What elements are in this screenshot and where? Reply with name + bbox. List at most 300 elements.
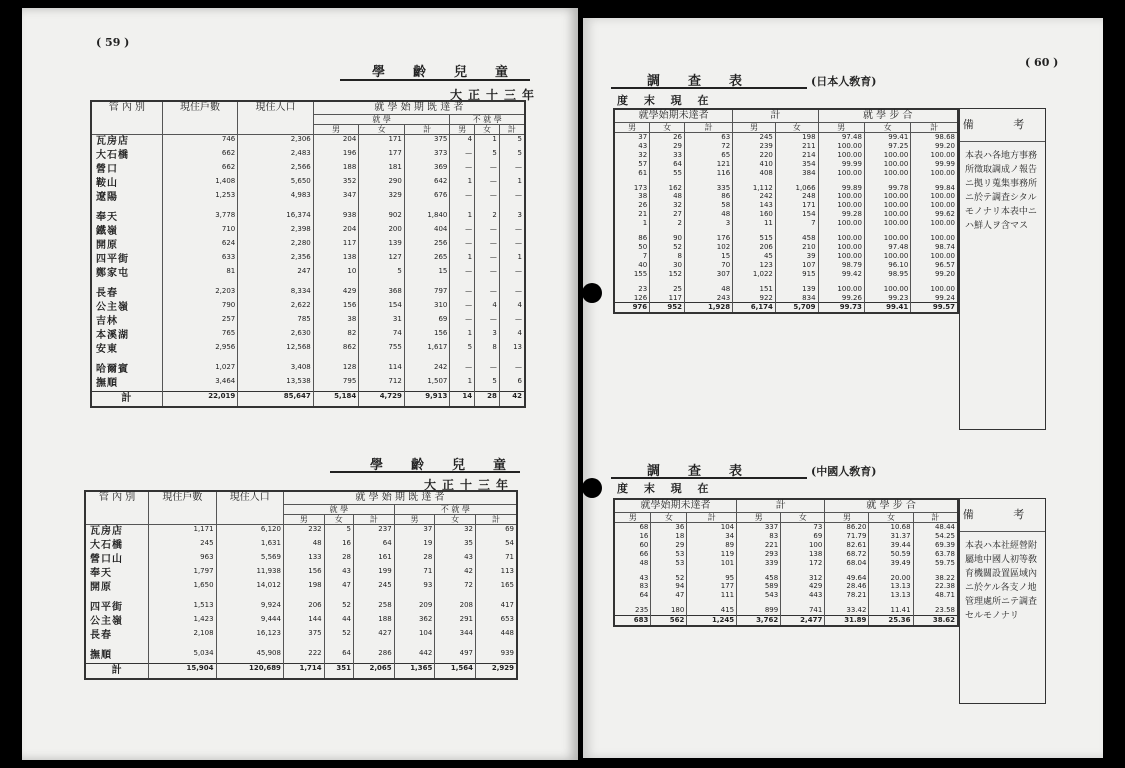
header-district: 管 內 別	[85, 491, 149, 525]
cell-um: 86	[614, 228, 650, 243]
cell-am: 144	[283, 615, 324, 629]
cell-uf: 27	[650, 210, 685, 219]
cell-rt: 100.00	[911, 169, 958, 178]
cell-name: 大石橋	[91, 149, 162, 163]
cell-sf: 458	[775, 228, 818, 243]
cell-um: 235	[614, 600, 651, 615]
header-total: 計	[687, 513, 737, 523]
cell-af: 712	[359, 377, 405, 392]
cell-rf: 97.25	[864, 142, 910, 151]
cell-uf: 117	[650, 294, 685, 303]
cell-am: 48	[283, 539, 324, 553]
cell-name: 奉天	[85, 567, 149, 581]
cell-nm: 442	[394, 643, 435, 664]
cell-at: 199	[354, 567, 395, 581]
cell-rf: 100.00	[864, 201, 910, 210]
table-row	[614, 219, 958, 228]
header-not-attending: 不 就 學	[450, 115, 525, 125]
cell-rt: 100.00	[911, 151, 958, 160]
cell-rm: 100.00	[818, 151, 864, 160]
total-am: 5,184	[313, 392, 359, 408]
cell-nt: 165	[476, 581, 517, 595]
cell-nm: 71	[394, 567, 435, 581]
cell-nf: —	[475, 191, 500, 205]
cell-uf: 52	[651, 568, 687, 583]
cell-sm: 339	[737, 559, 781, 568]
cell-at: 286	[354, 643, 395, 664]
cell-name: 開原	[91, 239, 162, 253]
cell-am: 188	[313, 163, 359, 177]
header-male: 男	[394, 515, 435, 525]
cell-af: 127	[359, 253, 405, 267]
table-row	[614, 541, 958, 550]
cell-am: 204	[313, 225, 359, 239]
cell-name: 鞍山	[91, 177, 162, 191]
cell-at: 156	[404, 329, 450, 343]
cell-af: 114	[359, 357, 405, 377]
cell-hh: 1,253	[162, 191, 237, 205]
total-ut: 1,245	[687, 616, 737, 626]
cell-name: 四平街	[85, 595, 149, 615]
cell-am: 222	[283, 643, 324, 664]
cell-at: 1,507	[404, 377, 450, 392]
total-rt: 38.62	[913, 616, 958, 626]
cell-hh: 2,956	[162, 343, 237, 357]
cell-nf: 497	[435, 643, 476, 664]
header-households: 現住戶數	[149, 491, 216, 525]
table-row	[614, 192, 958, 201]
header-enrollment-rate: 就 學 步 合	[825, 499, 958, 513]
tag-chinese-education: (中國人敎育)	[811, 465, 877, 478]
cell-sm: 922	[733, 294, 776, 303]
cell-um: 40	[614, 261, 650, 270]
cell-nf: —	[475, 239, 500, 253]
cell-nm: 1	[450, 329, 475, 343]
total-rf: 99.41	[864, 303, 910, 313]
cell-af: 902	[359, 205, 405, 225]
table-total-row	[91, 392, 525, 408]
table-total-row	[614, 616, 958, 626]
cell-rm: 99.99	[818, 160, 864, 169]
cell-rt: 23.58	[913, 600, 958, 615]
cell-nt: 448	[476, 629, 517, 643]
header-not-reached: 就學始期未達者	[614, 109, 733, 123]
cell-um: 50	[614, 243, 650, 252]
cell-at: 245	[354, 581, 395, 595]
cell-name: 撫順	[91, 377, 162, 392]
table-row	[614, 133, 958, 142]
cell-rf: 100.00	[864, 192, 910, 201]
cell-sf: 100	[781, 541, 825, 550]
cell-pop: 12,568	[238, 343, 313, 357]
header-enrollment-rate: 就 學 步 合	[818, 109, 958, 123]
cell-rt: 98.68	[911, 133, 958, 142]
cell-rt: 99.20	[911, 270, 958, 279]
cell-af: 44	[324, 615, 353, 629]
cell-ut: 65	[684, 151, 732, 160]
table-row	[91, 135, 525, 150]
cell-ut: 95	[687, 568, 737, 583]
cell-at: 310	[404, 301, 450, 315]
cell-rm: 68.72	[825, 550, 869, 559]
cell-rt: 59.75	[913, 559, 958, 568]
cell-sf: 172	[781, 559, 825, 568]
table-row	[91, 267, 525, 281]
cell-pop: 45,908	[216, 643, 283, 664]
table-row	[614, 160, 958, 169]
header-female: 女	[359, 125, 405, 135]
cell-ut: 72	[684, 142, 732, 151]
cell-rm: 99.28	[818, 210, 864, 219]
cell-um: 68	[614, 523, 651, 532]
header-total: 計	[499, 125, 525, 135]
cell-rt: 98.74	[911, 243, 958, 252]
cell-name: 公主嶺	[85, 615, 149, 629]
cell-name: 瓦房店	[91, 135, 162, 150]
cell-rm: 33.42	[825, 600, 869, 615]
total-rt: 99.57	[911, 303, 958, 313]
cell-sf: 214	[775, 151, 818, 160]
page-number-left: ( 59 )	[96, 36, 130, 49]
cell-nm: —	[450, 315, 475, 329]
cell-um: 26	[614, 201, 650, 210]
header-female: 女	[650, 123, 685, 133]
header-male: 男	[733, 123, 776, 133]
cell-at: 188	[354, 615, 395, 629]
cell-uf: 180	[651, 600, 687, 615]
cell-rt: 96.57	[911, 261, 958, 270]
header-male: 男	[283, 515, 324, 525]
cell-af: 755	[359, 343, 405, 357]
cell-uf: 33	[650, 151, 685, 160]
cell-pop: 2,630	[238, 329, 313, 343]
cell-at: 797	[404, 281, 450, 301]
cell-rm: 100.00	[818, 228, 864, 243]
cell-pop: 8,334	[238, 281, 313, 301]
header-sum: 計	[733, 109, 818, 123]
cell-ut: 111	[687, 591, 737, 600]
header-female: 女	[435, 515, 476, 525]
cell-nm: 93	[394, 581, 435, 595]
cell-nf: 32	[435, 525, 476, 540]
cell-rf: 31.37	[869, 532, 913, 541]
cell-ut: 86	[684, 192, 732, 201]
cell-sf: 73	[781, 523, 825, 532]
cell-hh: 1,408	[162, 177, 237, 191]
cell-name: 長春	[85, 629, 149, 643]
table-row	[91, 343, 525, 357]
cell-sf: 211	[775, 142, 818, 151]
cell-pop: 2,398	[238, 225, 313, 239]
cell-nf: 4	[475, 301, 500, 315]
title-underline	[330, 471, 520, 473]
cell-rm: 86.20	[825, 523, 869, 532]
cell-af: 28	[324, 553, 353, 567]
cell-rm: 100.00	[818, 201, 864, 210]
cell-rf: 100.00	[864, 219, 910, 228]
cell-ut: 119	[687, 550, 737, 559]
header-male: 男	[614, 513, 651, 523]
cell-am: 862	[313, 343, 359, 357]
header-total: 計	[354, 515, 395, 525]
cell-af: 177	[359, 149, 405, 163]
total-um: 683	[614, 616, 651, 626]
cell-rt: 99.20	[911, 142, 958, 151]
cell-rt: 38.22	[913, 568, 958, 583]
table-row	[91, 281, 525, 301]
cell-at: 1,617	[404, 343, 450, 357]
table-row	[614, 532, 958, 541]
cell-sf: 1,066	[775, 178, 818, 193]
table-total-row	[85, 664, 517, 680]
cell-sm: 239	[733, 142, 776, 151]
cell-hh: 1,171	[149, 525, 216, 540]
cell-rt: 100.00	[911, 201, 958, 210]
cell-rm: 100.00	[818, 192, 864, 201]
cell-nf: 8	[475, 343, 500, 357]
remarks-text-chinese: 本表ハ本社經營附屬地中國人初等敎育機關設置區域內ニ於ケル各支ノ地管理處所ニテ調査セルモノナリ	[965, 541, 1038, 621]
cell-sm: 245	[733, 133, 776, 142]
cell-pop: 6,120	[216, 525, 283, 540]
cell-af: 52	[324, 629, 353, 643]
cell-name: 開原	[85, 581, 149, 595]
cell-rf: 10.68	[869, 523, 913, 532]
cell-rt: 100.00	[911, 252, 958, 261]
header-total: 計	[476, 515, 517, 525]
cell-rm: 100.00	[818, 243, 864, 252]
table-row	[614, 169, 958, 178]
table-row	[91, 329, 525, 343]
tag-japanese-education: (日本人敎育)	[811, 75, 877, 88]
cell-nt: 417	[476, 595, 517, 615]
table-row	[614, 178, 958, 193]
header-female: 女	[475, 125, 500, 135]
cell-um: 37	[614, 133, 650, 142]
cell-nt: 5	[499, 135, 525, 150]
cell-nf: 3	[475, 329, 500, 343]
cell-uf: 2	[650, 219, 685, 228]
total-nf: 1,564	[435, 664, 476, 680]
cell-uf: 90	[650, 228, 685, 243]
cell-am: 938	[313, 205, 359, 225]
cell-sm: 221	[737, 541, 781, 550]
cell-at: 265	[404, 253, 450, 267]
cell-sf: 429	[781, 582, 825, 591]
header-male: 男	[825, 513, 869, 523]
cell-nf: —	[475, 357, 500, 377]
cell-nt: 939	[476, 643, 517, 664]
cell-af: 43	[324, 567, 353, 581]
cell-sm: 123	[733, 261, 776, 270]
cell-pop: 785	[238, 315, 313, 329]
cell-af: 16	[324, 539, 353, 553]
cell-uf: 29	[651, 541, 687, 550]
cell-rf: 50.59	[869, 550, 913, 559]
cell-uf: 64	[650, 160, 685, 169]
header-total: 計	[913, 513, 958, 523]
table-row	[91, 177, 525, 191]
cell-sm: 899	[737, 600, 781, 615]
title-school-age-top: 學齡兒童	[372, 65, 537, 80]
header-attending: 就 學	[283, 505, 394, 515]
cell-nf: 208	[435, 595, 476, 615]
total-sm: 3,762	[737, 616, 781, 626]
cell-am: 156	[313, 301, 359, 315]
total-nm: 14	[450, 392, 475, 408]
cell-sf: 354	[775, 160, 818, 169]
total-uf: 952	[650, 303, 685, 313]
header-male: 男	[737, 513, 781, 523]
cell-rf: 100.00	[864, 228, 910, 243]
cell-ut: 176	[684, 228, 732, 243]
cell-sf: 741	[781, 600, 825, 615]
total-um: 976	[614, 303, 650, 313]
cell-sf: 384	[775, 169, 818, 178]
cell-ut: 415	[687, 600, 737, 615]
cell-at: 242	[404, 357, 450, 377]
cell-hh: 633	[162, 253, 237, 267]
cell-rt: 99.99	[911, 160, 958, 169]
cell-am: 795	[313, 377, 359, 392]
cell-am: 206	[283, 595, 324, 615]
cell-um: 60	[614, 541, 651, 550]
cell-sf: 443	[781, 591, 825, 600]
cell-rm: 28.46	[825, 582, 869, 591]
cell-rm: 99.26	[818, 294, 864, 303]
cell-nt: 3	[499, 205, 525, 225]
table-row	[614, 550, 958, 559]
total-hh: 15,904	[149, 664, 216, 680]
table-row	[614, 591, 958, 600]
cell-at: 1,840	[404, 205, 450, 225]
cell-um: 61	[614, 169, 650, 178]
cell-sm: 242	[733, 192, 776, 201]
table-row	[85, 525, 517, 540]
table-row	[91, 253, 525, 267]
cell-hh: 1,513	[149, 595, 216, 615]
cell-name: 四平街	[91, 253, 162, 267]
binding-hole	[582, 283, 602, 303]
header-male: 男	[450, 125, 475, 135]
chinese-school-age-table	[84, 490, 518, 680]
table-row	[91, 225, 525, 239]
cell-hh: 81	[162, 267, 237, 281]
cell-af: 64	[324, 643, 353, 664]
japanese-enrollment-table	[613, 108, 959, 314]
cell-ut: 63	[684, 133, 732, 142]
cell-rm: 99.42	[818, 270, 864, 279]
header-attending: 就 學	[313, 115, 450, 125]
cell-hh: 746	[162, 135, 237, 150]
cell-nf: —	[475, 281, 500, 301]
cell-uf: 48	[650, 192, 685, 201]
cell-am: 128	[313, 357, 359, 377]
cell-name: 營口山	[85, 553, 149, 567]
table-row	[614, 151, 958, 160]
table-row	[614, 523, 958, 532]
cell-am: 38	[313, 315, 359, 329]
cell-sf: 915	[775, 270, 818, 279]
japanese-school-age-table	[90, 100, 526, 408]
cell-at: 256	[404, 239, 450, 253]
header-households: 現住戶數	[162, 101, 237, 135]
title-underline	[611, 87, 807, 89]
left-page	[22, 8, 578, 760]
cell-pop: 14,012	[216, 581, 283, 595]
table-row	[91, 191, 525, 205]
table-row	[614, 210, 958, 219]
cell-rf: 100.00	[864, 252, 910, 261]
total-af: 4,729	[359, 392, 405, 408]
cell-sm: 410	[733, 160, 776, 169]
cell-ut: 104	[687, 523, 737, 532]
table-row	[85, 595, 517, 615]
cell-um: 173	[614, 178, 650, 193]
cell-um: 64	[614, 591, 651, 600]
cell-name: 鐵嶺	[91, 225, 162, 239]
cell-um: 83	[614, 582, 651, 591]
header-male: 男	[818, 123, 864, 133]
total-name: 計	[85, 664, 149, 680]
cell-uf: 94	[651, 582, 687, 591]
cell-nf: —	[475, 253, 500, 267]
total-at: 2,065	[354, 664, 395, 680]
cell-sm: 143	[733, 201, 776, 210]
header-total: 計	[911, 123, 958, 133]
cell-am: 82	[313, 329, 359, 343]
cell-nt: —	[499, 267, 525, 281]
cell-nm: —	[450, 239, 475, 253]
cell-nm: 19	[394, 539, 435, 553]
cell-nt: —	[499, 225, 525, 239]
cell-nm: —	[450, 267, 475, 281]
subhead-top: 度 末 現 在	[617, 94, 715, 107]
cell-name: 公主嶺	[91, 301, 162, 315]
header-sum: 計	[737, 499, 825, 513]
table-row	[614, 252, 958, 261]
cell-sm: 11	[733, 219, 776, 228]
total-rm: 99.73	[818, 303, 864, 313]
cell-nm: 362	[394, 615, 435, 629]
subtitle-year-bottom: 大正十三年	[424, 478, 515, 492]
cell-rm: 100.00	[818, 279, 864, 294]
title-survey-bottom: 調查表	[647, 464, 771, 479]
cell-rf: 20.00	[869, 568, 913, 583]
cell-um: 126	[614, 294, 650, 303]
cell-um: 23	[614, 279, 650, 294]
cell-rm: 97.48	[818, 133, 864, 142]
cell-uf: 8	[650, 252, 685, 261]
cell-at: 15	[404, 267, 450, 281]
cell-rt: 22.38	[913, 582, 958, 591]
cell-at: 676	[404, 191, 450, 205]
cell-rf: 100.00	[864, 151, 910, 160]
cell-name: 安東	[91, 343, 162, 357]
cell-rf: 11.41	[869, 600, 913, 615]
total-rf: 25.36	[869, 616, 913, 626]
table-total-row	[614, 303, 958, 313]
header-not-reached: 就學始期未達者	[614, 499, 737, 513]
table-row	[85, 553, 517, 567]
cell-sf: 69	[781, 532, 825, 541]
table-row	[614, 142, 958, 151]
binding-hole	[582, 478, 602, 498]
cell-ut: 89	[687, 541, 737, 550]
cell-nm: —	[450, 357, 475, 377]
cell-nt: 4	[499, 329, 525, 343]
table-row	[614, 228, 958, 243]
cell-um: 57	[614, 160, 650, 169]
